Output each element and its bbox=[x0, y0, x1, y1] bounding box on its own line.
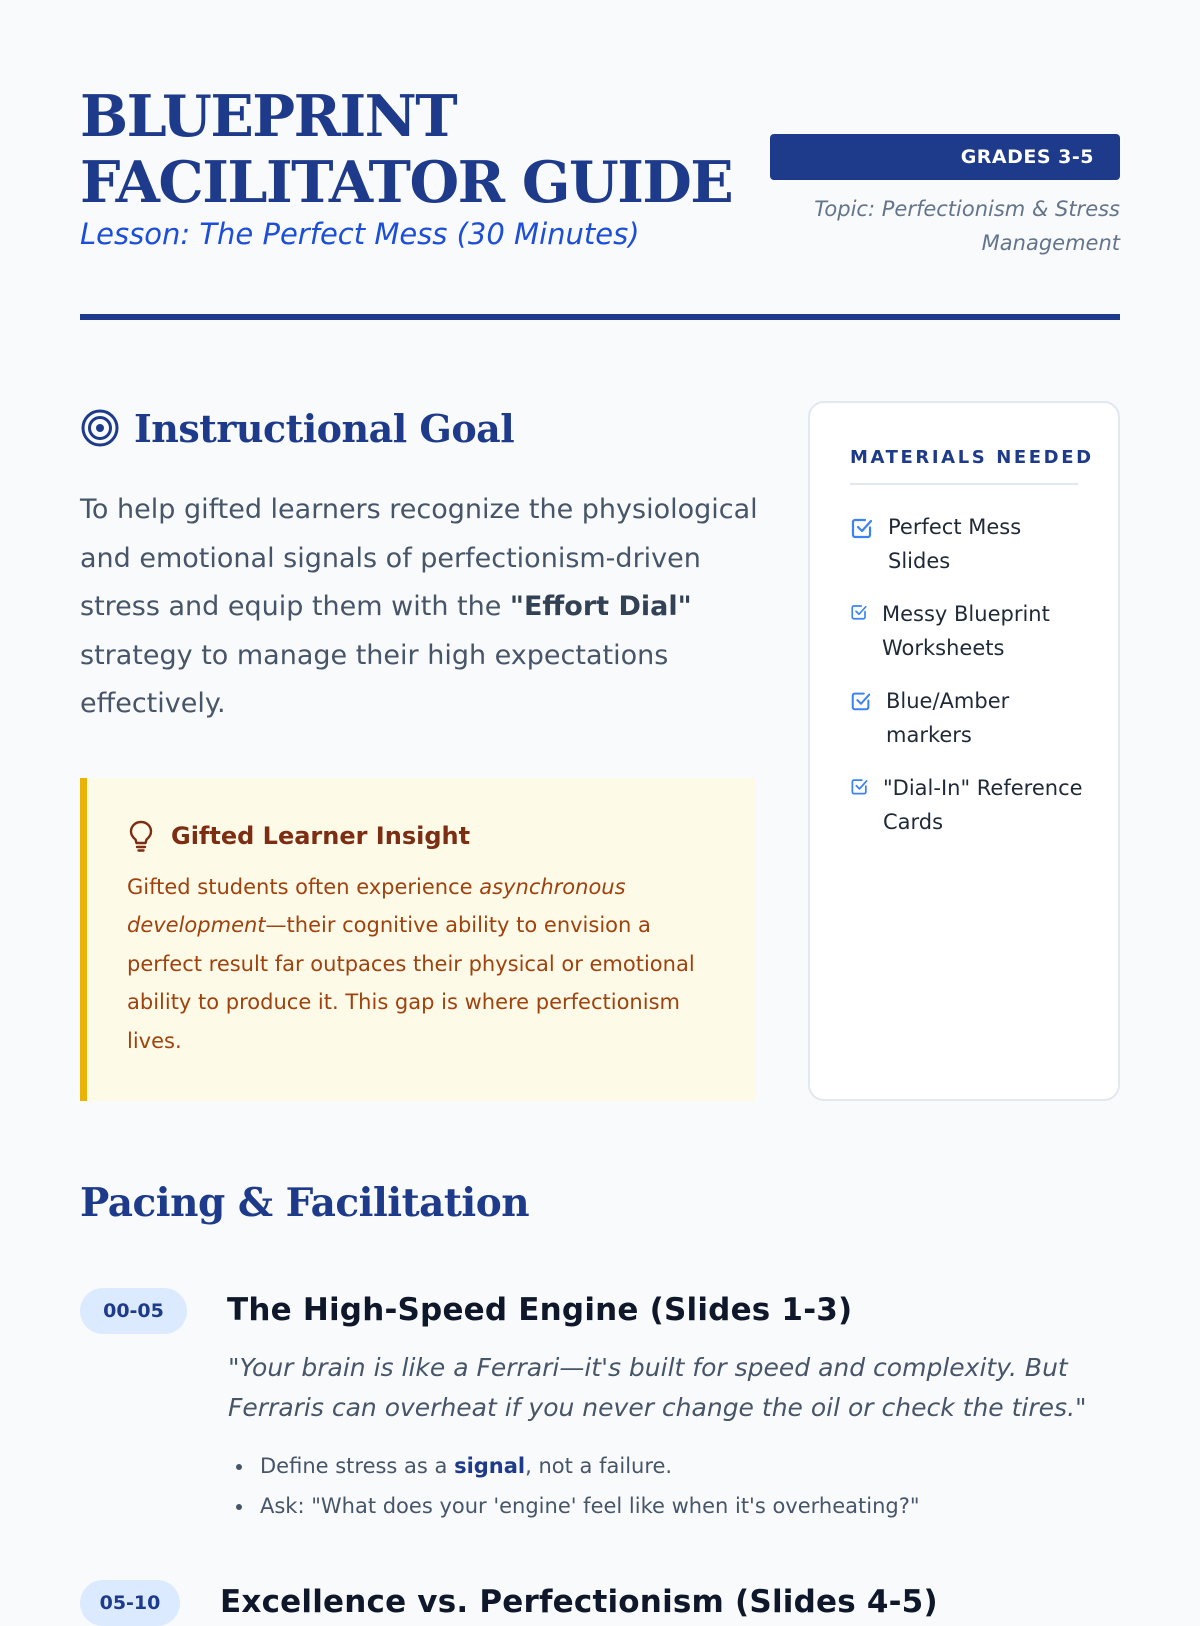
checkbox-checked-icon bbox=[850, 516, 874, 540]
materials-item-label: "Dial-In" Reference Cards bbox=[883, 776, 1083, 834]
insight-heading bbox=[127, 818, 716, 854]
topic-line-1: Topic: Perfectionism & Stress bbox=[814, 197, 1120, 221]
page-title-line-2: FACILITATOR GUIDE bbox=[80, 149, 733, 216]
materials-item-label: Messy Blueprint Worksheets bbox=[882, 602, 1050, 660]
gifted-learner-insight-callout bbox=[80, 778, 756, 1101]
goal-description bbox=[80, 486, 760, 729]
bullet-text-end: , not a failure. bbox=[525, 1454, 673, 1478]
page-title-line-1: BLUEPRINT bbox=[80, 83, 457, 150]
checkbox-checked-icon bbox=[850, 690, 872, 712]
goal-heading bbox=[80, 400, 760, 456]
topic-line-2: Management bbox=[981, 231, 1120, 255]
goal-text-start: To help gifted learners recognize the physiological and emotional signals of perfectionism-driven stress and equip them with the bbox=[80, 494, 758, 622]
effort-dial-term: "Effort Dial" bbox=[509, 591, 692, 622]
checkbox-checked-icon bbox=[850, 603, 868, 621]
materials-item bbox=[850, 772, 1090, 839]
materials-item-label: Blue/Amber markers bbox=[886, 689, 1010, 747]
goal-text-end: strategy to manage their high expectations effectively. bbox=[80, 639, 669, 719]
materials-item-label: Perfect Mess Slides bbox=[888, 515, 1022, 573]
signal-term: signal bbox=[454, 1454, 526, 1478]
step-bullet: Ask: "What does your 'engine' feel like when it's overheating?" bbox=[228, 1486, 1088, 1526]
insight-text-end: —their cognitive ability to envision a perfect result far outpaces their physical or emotional ability to produce it. This gap is where perfectionism lives. bbox=[127, 913, 695, 1053]
instructional-goal-section bbox=[80, 400, 760, 756]
step-title: The High-Speed Engine (Slides 1-3) bbox=[227, 1292, 853, 1328]
step-script-quote: "Your brain is like a Ferrari—it's built for speed and complexity. But Ferraris can overheat if you never change the oil or check the tires." bbox=[228, 1353, 1087, 1422]
pacing-section-title: Pacing & Facilitation bbox=[80, 1180, 530, 1226]
materials-list bbox=[850, 511, 1090, 859]
facilitator-guide-page bbox=[80, 0, 1120, 1620]
insight-text-start: Gifted students often experience bbox=[127, 875, 480, 899]
materials-title: MATERIALS NEEDED bbox=[850, 447, 1094, 468]
asynchronous-development-term: asynchronous development bbox=[127, 875, 626, 938]
time-range-badge: 05-10 bbox=[80, 1580, 180, 1626]
materials-divider bbox=[850, 483, 1078, 485]
insight-title: Gifted Learner Insight bbox=[171, 822, 471, 850]
materials-card bbox=[808, 401, 1120, 1101]
guide-header bbox=[80, 84, 1120, 324]
target-icon bbox=[80, 408, 120, 448]
lightbulb-icon bbox=[127, 819, 155, 853]
insight-text bbox=[127, 868, 707, 1060]
checkbox-checked-icon bbox=[850, 777, 869, 796]
time-range-badge: 00-05 bbox=[80, 1288, 187, 1334]
materials-item bbox=[850, 685, 1090, 752]
lesson-subtitle: Lesson: The Perfect Mess (30 Minutes) bbox=[80, 217, 640, 251]
materials-item bbox=[850, 511, 1090, 578]
grade-badge: GRADES 3-5 bbox=[770, 134, 1120, 180]
bullet-text-start: Define stress as a bbox=[260, 1454, 455, 1478]
header-divider bbox=[80, 314, 1120, 320]
step-bullet-list bbox=[228, 1446, 1088, 1526]
topic-label bbox=[790, 192, 1120, 260]
materials-item bbox=[850, 598, 1090, 665]
goal-title: Instructional Goal bbox=[134, 405, 515, 451]
step-title: Excellence vs. Perfectionism (Slides 4-5) bbox=[220, 1584, 938, 1620]
step-bullet bbox=[228, 1446, 1088, 1486]
